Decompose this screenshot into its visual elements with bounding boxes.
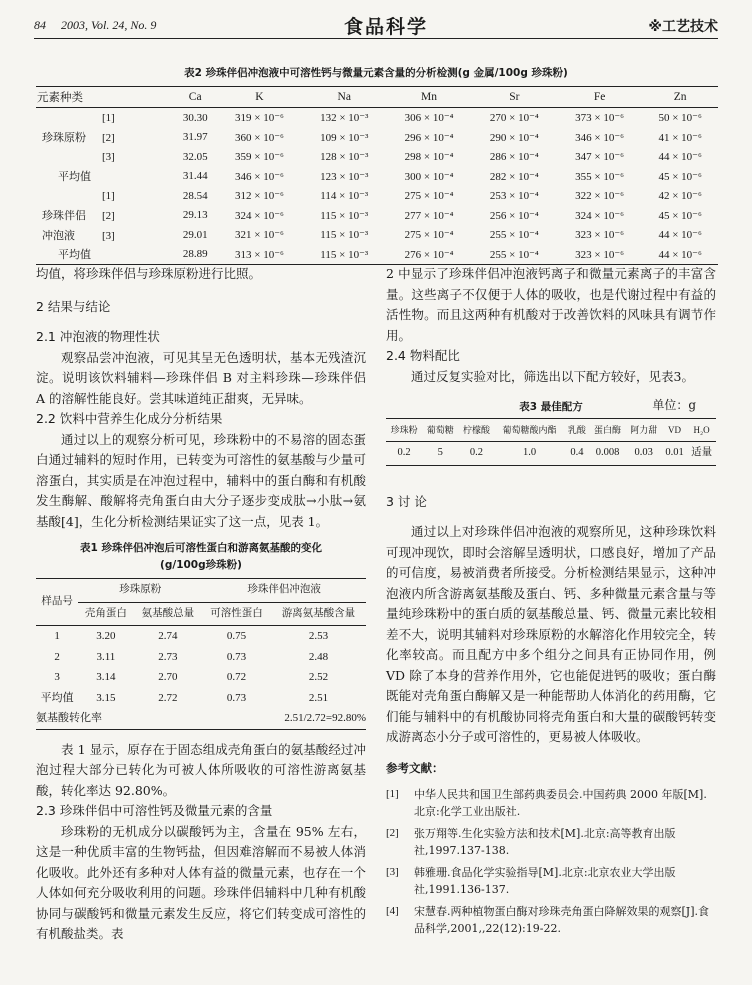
table2-cell: 298 × 10⁻⁴ [404, 151, 454, 164]
table2-cell: 321 × 10⁻⁶ [235, 229, 284, 242]
table3-column-header: 葡萄糖 [422, 418, 458, 442]
table2-cell: 290 × 10⁻⁴ [489, 131, 539, 144]
table1-block [36, 540, 366, 730]
table2-cell: 44 × 10⁻⁶ [642, 245, 718, 265]
table2-cell: 30.30 [182, 111, 208, 124]
table2-cell: 115 × 10⁻³ [320, 229, 369, 242]
table1-cell: 3.20 [96, 630, 116, 642]
table2-row [36, 128, 718, 148]
table2-cell: 275 × 10⁻⁴ [404, 190, 454, 203]
table1-cell: 3.14 [96, 671, 116, 683]
table2-column-header: Fe [557, 87, 642, 108]
table2-cell: 115 × 10⁻³ [320, 209, 369, 222]
table1-header: 珍珠原粉 [78, 579, 202, 603]
table2-row-label: 珍珠伴侣 [2] [42, 210, 115, 223]
table2-cell: 359 × 10⁻⁶ [235, 151, 284, 164]
table2-cell: 44 × 10⁻⁶ [658, 151, 702, 164]
reference-item [386, 786, 716, 820]
table2-cell: 286 × 10⁻⁴ [489, 151, 539, 164]
table2-row [36, 108, 718, 128]
table2-cell: 31.44 [182, 170, 208, 183]
table2-cell: 32.05 [182, 150, 208, 163]
table2-cell: 296 × 10⁻⁴ [404, 131, 454, 144]
table2-row-label: [1] [102, 111, 115, 124]
paragraph: 表 1 显示，原存在于固态组成壳角蛋白的氨基酸经过冲泡过程大部分已转化为可被人体所吸收的可溶性游离氨基酸，转化率达 92.80%。 [36, 741, 366, 798]
table3-cell: 0.008 [589, 442, 625, 466]
table3-cell: 适量 [687, 442, 716, 466]
table2-cell: 28.54 [182, 189, 208, 202]
table2-cell: 115 × 10⁻³ [302, 245, 386, 265]
section-heading: 3 讨 论 [386, 493, 427, 509]
table3-cell: 0.4 [564, 442, 589, 466]
page-number-issue: 84 2003, Vol. 24, No. 9 [34, 18, 157, 32]
section-heading: 2.2 饮料中营养生化成分分析结果 [36, 411, 223, 426]
table2-cell: 255 × 10⁻⁴ [489, 229, 539, 242]
table2-column-header: Ca [174, 87, 217, 108]
table3-column-header: 蛋白酶 [589, 418, 625, 442]
table2-row [36, 167, 718, 187]
table2-cell: 255 × 10⁻⁴ [472, 245, 557, 265]
section-heading: 2.4 物料配比 [386, 348, 460, 363]
table2-cell: 29.01 [182, 228, 208, 241]
table2-column-header: Mn [386, 87, 471, 108]
table2-cell: 300 × 10⁻⁴ [404, 170, 454, 183]
table2-cell: 346 × 10⁻⁶ [575, 131, 625, 144]
table2-column-header: K [217, 87, 302, 108]
table1-header: 可溶性蛋白 [210, 607, 263, 619]
table3-column-header: 珍珠粉 [386, 418, 422, 442]
table1-cell: 2.72 [158, 691, 178, 704]
table1-cell: 0.73 [226, 650, 247, 663]
table2-cell: 114 × 10⁻³ [320, 190, 369, 203]
table2-cell: 313 × 10⁻⁶ [217, 245, 302, 265]
paragraph: 通过以上的观察分析可见，珍珠粉中的不易溶的固态蛋白通过辅料的短时作用，已转变为可溶性的氨基酸与少量可溶蛋白，其实质是在冲泡过程中，辅料中的蛋白酶和有机酸发生酶解、酸解将壳角蛋白由大分子逐步变成肽→小肽→氨基酸[4]，生化分析检测结果证实了这一点，见表 1。 [36, 431, 366, 529]
table2-cell: 45 × 10⁻⁶ [658, 170, 702, 183]
table3-cell: 1.0 [495, 442, 565, 466]
table1-cell: 0.75 [226, 630, 247, 642]
table1-cell: 2.74 [158, 630, 178, 642]
table2-cell: 29.13 [182, 209, 208, 222]
references-title: 参考文献： [386, 760, 444, 775]
table2-cell: 109 × 10⁻³ [320, 131, 369, 144]
table1-header: 氨基酸总量 [141, 607, 195, 619]
table2-row-label: [3] [102, 150, 115, 163]
table2-cell: 360 × 10⁻⁶ [235, 131, 284, 144]
table2-row-label: 平均值 [58, 171, 91, 184]
table2-row [36, 206, 718, 226]
paragraph: 均值，将珍珠伴侣与珍珠原粉进行比照。 [36, 266, 262, 281]
table1-cell: 平均值 [40, 691, 74, 704]
table1-cell: 2.51 [308, 691, 329, 704]
table2-cell: 31.97 [182, 131, 208, 144]
table1-cell: 2.52 [308, 671, 329, 683]
table2-cell: 324 × 10⁻⁶ [235, 209, 284, 222]
table3-column-header: VD [662, 418, 687, 442]
section-heading: 2 结果与结论 [36, 298, 111, 314]
table2-cell: 253 × 10⁻⁴ [489, 190, 539, 203]
right-column [386, 264, 716, 942]
reference-number: [1] [386, 788, 399, 800]
paragraph: 通过以上对珍珠伴侣冲泡液的观察所见，这种珍珠饮料可现冲现饮，即时会溶解呈透明状，口感良好，增加了产品的可信度，易被消费者所接受。分析检测结果显示，这种冲泡液内所含游离氨基酸及蛋白、钙、多种微量元素含量与等量纯珍珠粉中的蛋白质的氨基酸总量、钙、微量元素比较相差不大，说明其辅料对珍珠原粉的水解溶化作用较完全，转化率较高。而且配方中多个组分之间具有正协同作用，例 VD 除了本身的营养作用外，它也能促进钙的吸收；蛋白酶既能对壳角蛋白酶解又是一种能帮助人体消化的药用酶，它们能与辅料中的有机酸协同将壳角蛋白和大量的碳酸钙转变成游离态小分子或可溶性的，更易被人体吸收。 [386, 524, 716, 744]
table2-cell: 50 × 10⁻⁶ [658, 112, 702, 125]
reference-text: 宋慧春.两种植物蛋白酶对珍珠壳角蛋白降解效果的观察[J].食品科学,2001,,22(12):19-22. [414, 905, 709, 935]
paragraph: 通过反复实验对比，筛选出以下配方较好，见表3。 [411, 368, 694, 384]
paragraph: 观察品尝冲泡液，可见其呈无色透明状，基本无残渣沉淀。说明该饮料辅料—珍珠伴侣 B 对主料珍珠—珍珠伴侣 A 的溶解性能良好。尝其味道纯正甜爽，无异味。 [36, 349, 366, 406]
table1-cell: 2.73 [158, 650, 178, 663]
table3-column-header: 阿力甜 [626, 418, 662, 442]
table2-row-label: 珍珠原粉 [2] [42, 132, 115, 145]
table2-cell: 312 × 10⁻⁶ [235, 190, 284, 203]
table3-cell: 0.01 [662, 442, 687, 466]
table1-cell: 2.70 [158, 671, 178, 683]
paragraph: 2 中显示了珍珠伴侣冲泡液钙离子和微量元素离子的丰富含量。这些离子不仅便于人体的吸收，也是代谢过程中有益的活性物。而且这两种有机酸对于改善饮料的风味具有调节作用。 [386, 266, 716, 343]
table1-cell: 0.72 [226, 671, 247, 683]
table2 [36, 86, 718, 265]
table2-cell: 319 × 10⁻⁶ [235, 112, 284, 125]
table1-header: 游离氨基酸含量 [281, 607, 356, 619]
table3-cell: 0.2 [386, 442, 422, 466]
table1-unit: (g/100g珍珠粉) [160, 559, 242, 571]
table2-cell: 322 × 10⁻⁶ [575, 190, 625, 203]
table2-caption: 表2 珍珠伴侣冲泡液中可溶性钙与微量元素含量的分析检测(g 金属/100g 珍珠粉) [184, 67, 568, 79]
table1-header: 样品号 [36, 579, 78, 626]
table2-cell: 306 × 10⁻⁴ [404, 112, 454, 125]
table3-column-header: 葡萄糖酸内酯 [495, 418, 565, 442]
table2-cell: 275 × 10⁻⁴ [404, 229, 454, 242]
reference-number: [3] [386, 866, 399, 878]
table2-cell: 346 × 10⁻⁶ [235, 170, 284, 183]
reference-number: [4] [386, 905, 399, 917]
table2-cell: 270 × 10⁻⁴ [489, 112, 539, 125]
table2-header-row [36, 87, 718, 108]
reference-item [386, 825, 716, 859]
table1-rate-label: 氨基酸转化率 [36, 712, 102, 724]
table3 [386, 418, 716, 466]
table2-row-label: 冲泡液 [3] [42, 229, 115, 242]
table2-cell: 323 × 10⁻⁶ [557, 245, 642, 265]
reference-number: [2] [386, 827, 399, 839]
table2-row [36, 147, 718, 167]
table2-row-label: 平均值 [36, 245, 174, 265]
references-list [386, 786, 716, 937]
table1-header: 壳角蛋白 [84, 607, 127, 619]
table1-row [36, 688, 366, 709]
table2-column-header: Zn [642, 87, 718, 108]
table3-unit: 单位：g [652, 398, 696, 412]
column-title: ※工艺技术 [648, 19, 718, 35]
table3-cell: 0.03 [626, 442, 662, 466]
table2-cell: 355 × 10⁻⁶ [575, 170, 625, 183]
table1-rate-value: 2.51/2.72=92.80% [284, 712, 366, 724]
table3-caption: 表3 最佳配方 单位：g [386, 397, 716, 418]
table2-row [36, 245, 718, 265]
table1-header: 珍珠伴侣冲泡液 [202, 579, 366, 603]
table2-cell: 123 × 10⁻³ [320, 170, 369, 183]
table1-cell: 3.15 [96, 691, 116, 704]
table2-cell: 282 × 10⁻⁴ [489, 170, 539, 183]
paragraph: 珍珠粉的无机成分以碳酸钙为主，含量在 95% 左右，这是一种优质丰富的生物钙盐，但因难溶解而不易被人体消化吸收。此外还有多种对人体有益的微量元素，也存在一个人体如何充分吸收利用的问题。珍珠伴侣辅料中几种有机酸协同与碳酸钙和微量元素发生反应，将它们转变成可溶性的有机酸盐类。表 [36, 823, 366, 941]
table2-column-header: 元素种类 [36, 87, 174, 108]
table3-block [386, 397, 716, 466]
table1-cell: 2 [54, 650, 60, 663]
table3-column-header: 柠檬酸 [458, 418, 494, 442]
table1-cell: 2.48 [308, 650, 329, 663]
table1 [36, 578, 366, 730]
table2-row [36, 225, 718, 245]
reference-item [386, 903, 716, 937]
reference-item [386, 864, 716, 898]
table2-row [36, 186, 718, 206]
table2-cell: 277 × 10⁻⁴ [404, 209, 454, 222]
table2-cell: 45 × 10⁻⁶ [658, 209, 702, 222]
table2-row-label: [1] [102, 189, 115, 202]
table1-cell: 3 [54, 671, 60, 683]
table3-column-header: H₂O [687, 418, 716, 442]
reference-text: 张万翔等.生化实验方法和技术[M].北京:高等教育出版社,1997.137-138. [414, 827, 676, 857]
table1-cell: 2.53 [308, 630, 329, 642]
table1-cell: 3.11 [96, 650, 116, 663]
reference-text: 韩雅珊.食品化学实验指导[M].北京:北京农业大学出版社,1991.136-137. [414, 866, 676, 896]
journal-title: 食品科学 [344, 16, 429, 38]
table1-row [36, 667, 366, 688]
table1-row [36, 647, 366, 668]
left-column [36, 264, 366, 945]
table1-caption: 表1 珍珠伴侣冲泡后可溶性蛋白和游离氨基酸的变化 [80, 542, 322, 554]
table2-cell: 128 × 10⁻³ [320, 151, 369, 164]
table2-cell: 28.89 [174, 245, 217, 265]
table2-column-header: Na [302, 87, 386, 108]
table2-cell: 276 × 10⁻⁴ [386, 245, 471, 265]
table3-cell: 5 [422, 442, 458, 466]
page-header [34, 12, 718, 39]
section-heading: 2.3 珍珠伴侣中可溶性钙及微量元素的含量 [36, 803, 273, 818]
table3-column-header: 乳酸 [564, 418, 589, 442]
table2-cell: 256 × 10⁻⁴ [489, 209, 539, 222]
table1-cell: 1 [54, 630, 60, 642]
table2-cell: 347 × 10⁻⁶ [575, 151, 625, 164]
reference-text: 中华人民共和国卫生部药典委员会.中国药典 2000 年版[M].北京:化学工业出版社. [414, 788, 707, 818]
table2-cell: 44 × 10⁻⁶ [658, 229, 702, 242]
section-heading: 2.1 冲泡液的物理性状 [36, 329, 160, 344]
table1-cell: 0.73 [226, 691, 247, 704]
table1-row [36, 626, 366, 647]
table2-cell: 132 × 10⁻³ [320, 112, 369, 125]
table2-cell: 373 × 10⁻⁶ [575, 112, 625, 125]
table2-cell: 324 × 10⁻⁶ [575, 209, 625, 222]
table2-cell: 42 × 10⁻⁶ [658, 190, 702, 203]
table2-cell: 41 × 10⁻⁶ [658, 131, 702, 144]
table2-cell: 323 × 10⁻⁶ [575, 229, 625, 242]
table3-cell: 0.2 [458, 442, 494, 466]
table2-column-header: Sr [472, 87, 557, 108]
